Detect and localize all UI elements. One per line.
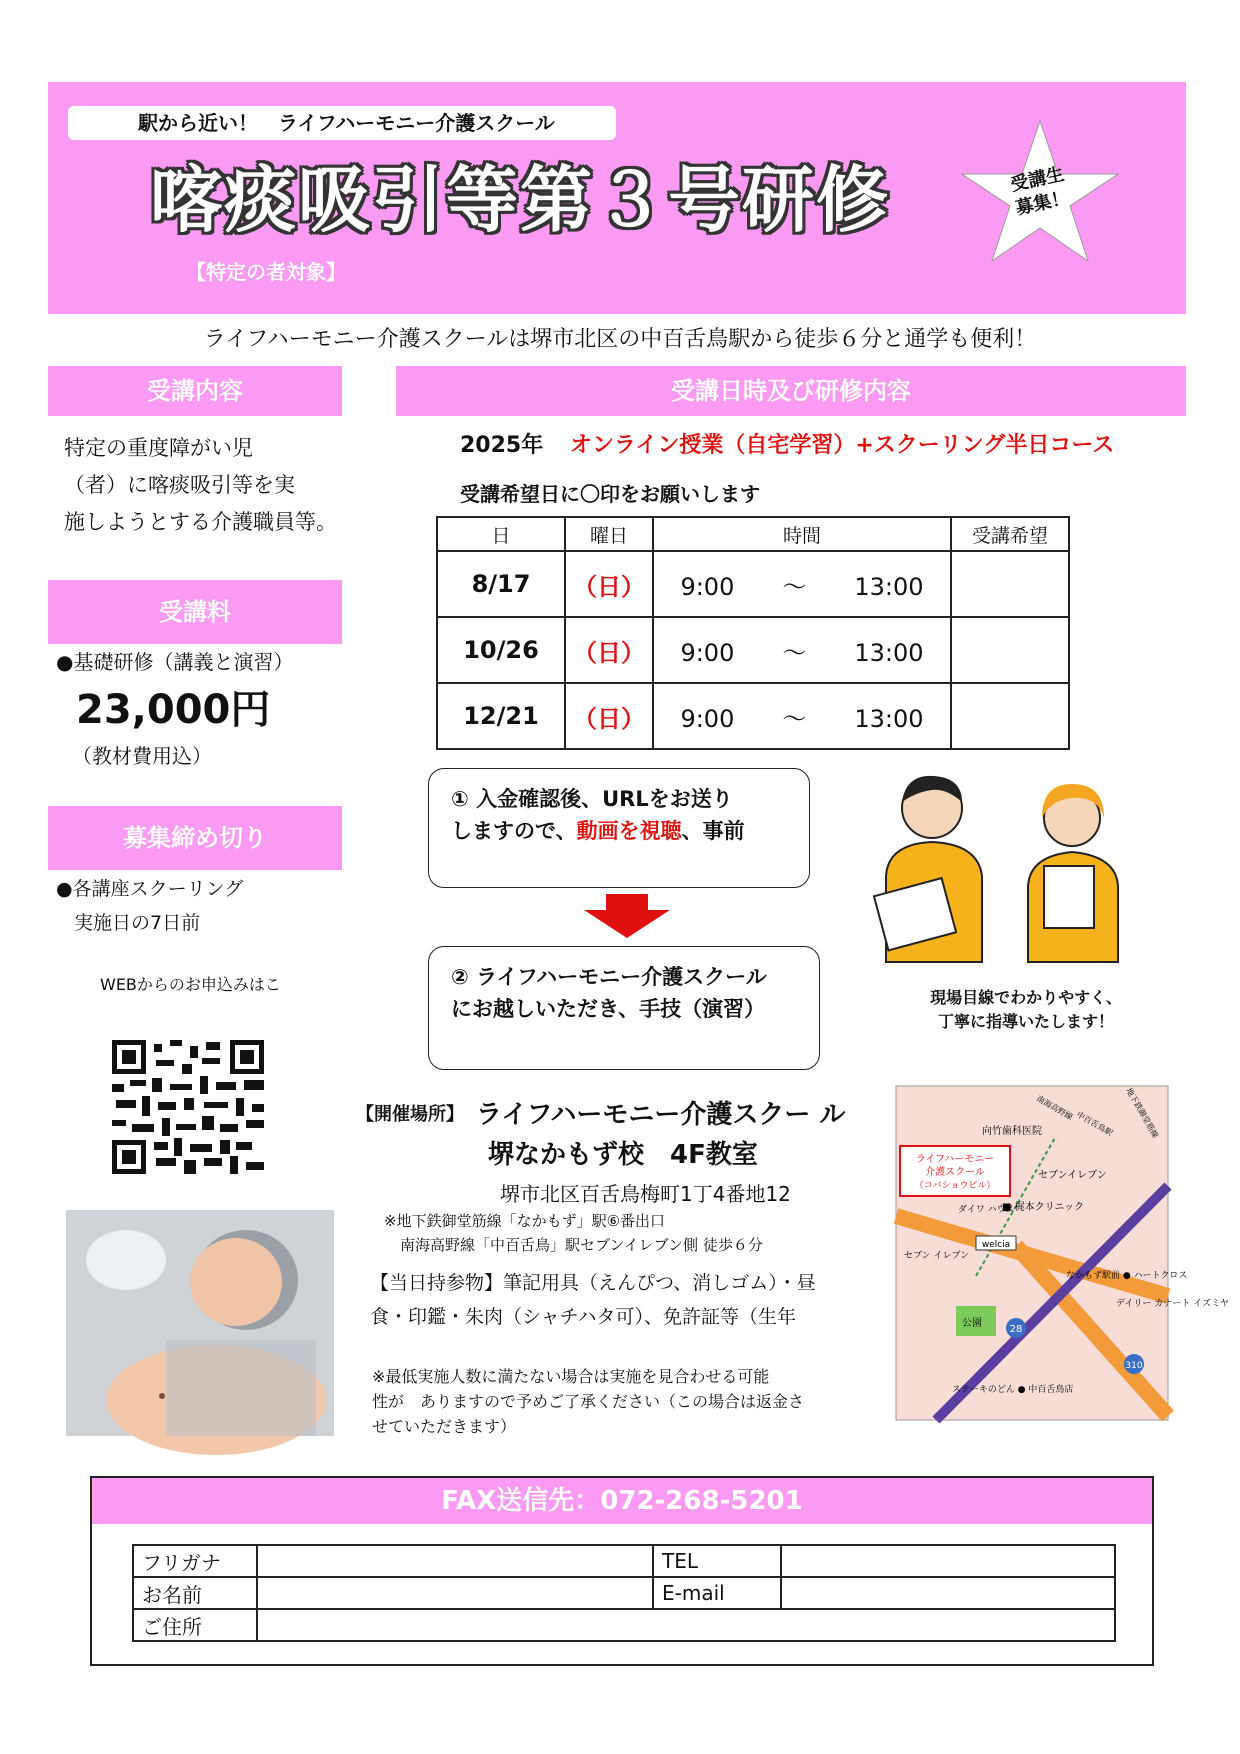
venue-name-2: 堺なかもず校 4F教室 [488, 1140, 758, 1170]
badge-line-1: 受講生 [1008, 163, 1066, 196]
fax-heading: FAX送信先：072-268-5201 [92, 1478, 1152, 1524]
fee-note: （教材費用込） [72, 744, 212, 768]
bring-line-2: 食・印鑑・朱肉（シャチハタ可）、免許証等（生年 [370, 1306, 796, 1328]
step-1-line-2 [451, 815, 787, 847]
step-1-line-1: ① 入金確認後、URLをお送り [451, 787, 733, 811]
bring-line-1: 【当日持参物】筆記用具（えんぴつ、消しゴム）・昼 [370, 1272, 816, 1294]
row-date: 10/26 [437, 617, 565, 683]
map-school-3: （コバショウビル） [914, 1181, 996, 1191]
time-sep: ～ [782, 704, 807, 733]
time-sep: ～ [782, 638, 807, 667]
schedule-table [436, 516, 1070, 750]
map-daiwa: ダイワ ハウス [958, 1205, 1015, 1215]
table-row [437, 551, 1069, 617]
wish-cell[interactable] [951, 617, 1069, 683]
map-school-2: 介護スクール [925, 1167, 985, 1178]
web-apply-label: WEBからのお申込みはこ [100, 975, 281, 994]
content-line-3: 施しようとする介護職員等。 [64, 510, 337, 534]
note-line-3: せていただきます） [372, 1417, 517, 1436]
access-map [896, 1086, 1230, 1420]
row-time [653, 551, 951, 617]
map-dental: 向竹歯科医院 [982, 1126, 1042, 1137]
step-2-line-2: にお越しいただき、手技（演習） [451, 997, 766, 1021]
tagline: 駅から近い！ ライフハーモニー介護スクール [68, 106, 616, 140]
target-audience: 【特定の者対象】 [186, 260, 346, 284]
note-line-2: 性が ありますので予めご了承ください（この場合は返金さ [372, 1392, 805, 1411]
map-school-1: ライフハーモニー [915, 1154, 995, 1165]
map-nakamozu: 中百舌鳥駅 [1075, 1109, 1115, 1138]
staff-caption [916, 986, 1136, 1034]
schedule-year: 2025年 [460, 433, 544, 458]
step-1-highlight: 動画を視聴 [576, 819, 682, 843]
badge-line-2: 募集！ [1013, 187, 1071, 220]
map-seven-1: セブンイレブン [1038, 1170, 1107, 1181]
map-seven-2: セブン イレブン [904, 1251, 970, 1261]
time-start: 9:00 [680, 572, 735, 601]
map-steak: ステーキのどん ● 中百舌鳥店 [952, 1385, 1074, 1395]
col-date: 日 [437, 517, 565, 551]
time-end: 13:00 [854, 638, 924, 667]
deadline-heading: 募集締め切り [48, 806, 342, 870]
row-day: （日） [565, 551, 653, 617]
table-row [437, 617, 1069, 683]
email-field[interactable] [781, 1577, 1115, 1609]
step-1-box [428, 768, 810, 888]
schedule-heading: 受講日時及び研修内容 [396, 366, 1186, 416]
venue-label: 【開催場所】 [356, 1104, 464, 1125]
note-line-1: ※最低実施人数に満たない場合は実施を見合わせる可能 [372, 1367, 770, 1386]
row-time [653, 617, 951, 683]
tel-field[interactable] [781, 1545, 1115, 1577]
tel-label: TEL [653, 1545, 781, 1577]
cancellation-note [372, 1364, 804, 1439]
form-row [133, 1545, 1115, 1577]
map-route-28: 28 [1009, 1324, 1023, 1335]
time-end: 13:00 [854, 572, 924, 601]
step-1-text-end: 、事前 [681, 819, 745, 843]
page-title: 喀痰吸引等第３号研修 [150, 158, 891, 242]
table-row [437, 683, 1069, 749]
map-route-310: 310 [1125, 1361, 1143, 1371]
form-row [133, 1609, 1115, 1641]
map-subway: 地下鉄御堂筋線 [1124, 1086, 1161, 1140]
row-day: （日） [565, 683, 653, 749]
time-end: 13:00 [854, 704, 924, 733]
map-park: 公園 [962, 1318, 982, 1329]
row-date: 8/17 [437, 551, 565, 617]
venue-address: 堺市北区百舌鳥梅町1丁4番地12 [500, 1182, 791, 1206]
content-heading: 受講内容 [48, 366, 342, 416]
name-field[interactable] [257, 1577, 653, 1609]
staff-illustration [866, 766, 1138, 966]
course-name: オンライン授業（自宅学習）+スクーリング半日コース [570, 433, 1115, 458]
col-wish: 受講希望 [951, 517, 1069, 551]
map-welcia: welcia [981, 1240, 1011, 1250]
table-header-row [437, 517, 1069, 551]
step-1-text: しますので、 [451, 819, 577, 843]
wish-cell[interactable] [951, 683, 1069, 749]
email-label: E-mail [653, 1577, 781, 1609]
time-start: 9:00 [680, 638, 735, 667]
venue-access-2: 南海高野線「中百舌鳥」駅セブンイレブン側 徒歩６分 [400, 1236, 763, 1254]
deadline-line-1: ●各講座スクーリング [56, 878, 244, 900]
content-line-1: 特定の重度障がい児 [64, 436, 253, 460]
col-time: 時間 [653, 517, 951, 551]
furigana-label: フリガナ [133, 1545, 257, 1577]
fee-item: ●基礎研修（講義と演習） [56, 650, 294, 674]
map-clinic: ■ 梶本クリニック [1002, 1202, 1085, 1213]
map-nankai: 南海高野線 [1035, 1093, 1075, 1122]
training-photo [66, 1210, 334, 1436]
map-daily: デイリー カナート イズミヤ [1116, 1299, 1230, 1309]
schedule-instruction: 受講希望日に〇印をお願いします [460, 482, 760, 506]
address-field[interactable] [257, 1609, 1115, 1641]
items-to-bring [370, 1266, 816, 1334]
map-station: なかもず駅前 ● ハートクロス [1066, 1271, 1188, 1281]
row-day: （日） [565, 617, 653, 683]
step-2-box [428, 946, 820, 1070]
content-body [64, 430, 354, 541]
staff-caption-line-1: 現場目線でわかりやすく、 [930, 988, 1122, 1007]
row-date: 12/21 [437, 683, 565, 749]
wish-cell[interactable] [951, 551, 1069, 617]
application-form [132, 1544, 1116, 1642]
form-row [133, 1577, 1115, 1609]
fee-heading: 受講料 [48, 580, 342, 644]
furigana-field[interactable] [257, 1545, 653, 1577]
address-label: ご住所 [133, 1609, 257, 1641]
content-line-2: （者）に喀痰吸引等を実 [64, 473, 295, 497]
arrow-down-icon [582, 894, 672, 938]
deadline-line-2: 実施日の7日前 [74, 912, 201, 934]
name-label: お名前 [133, 1577, 257, 1609]
venue-access-1: ※地下鉄御堂筋線「なかもず」駅⑥番出口 [384, 1212, 666, 1230]
fee-price: 23,000円 [76, 687, 271, 733]
qr-code[interactable] [112, 1040, 264, 1174]
staff-caption-line-2: 丁寧に指導いたします！ [937, 1012, 1114, 1031]
col-day: 曜日 [565, 517, 653, 551]
time-start: 9:00 [680, 704, 735, 733]
venue-name-1: ライフハーモニー介護スクー ル [476, 1100, 846, 1130]
step-2-line-1: ② ライフハーモニー介護スクール [451, 965, 767, 989]
intro-text: ライフハーモニー介護スクールは堺市北区の中百舌鳥駅から徒歩６分と通学も便利！ [203, 327, 1037, 352]
row-time [653, 683, 951, 749]
time-sep: ～ [782, 572, 807, 601]
